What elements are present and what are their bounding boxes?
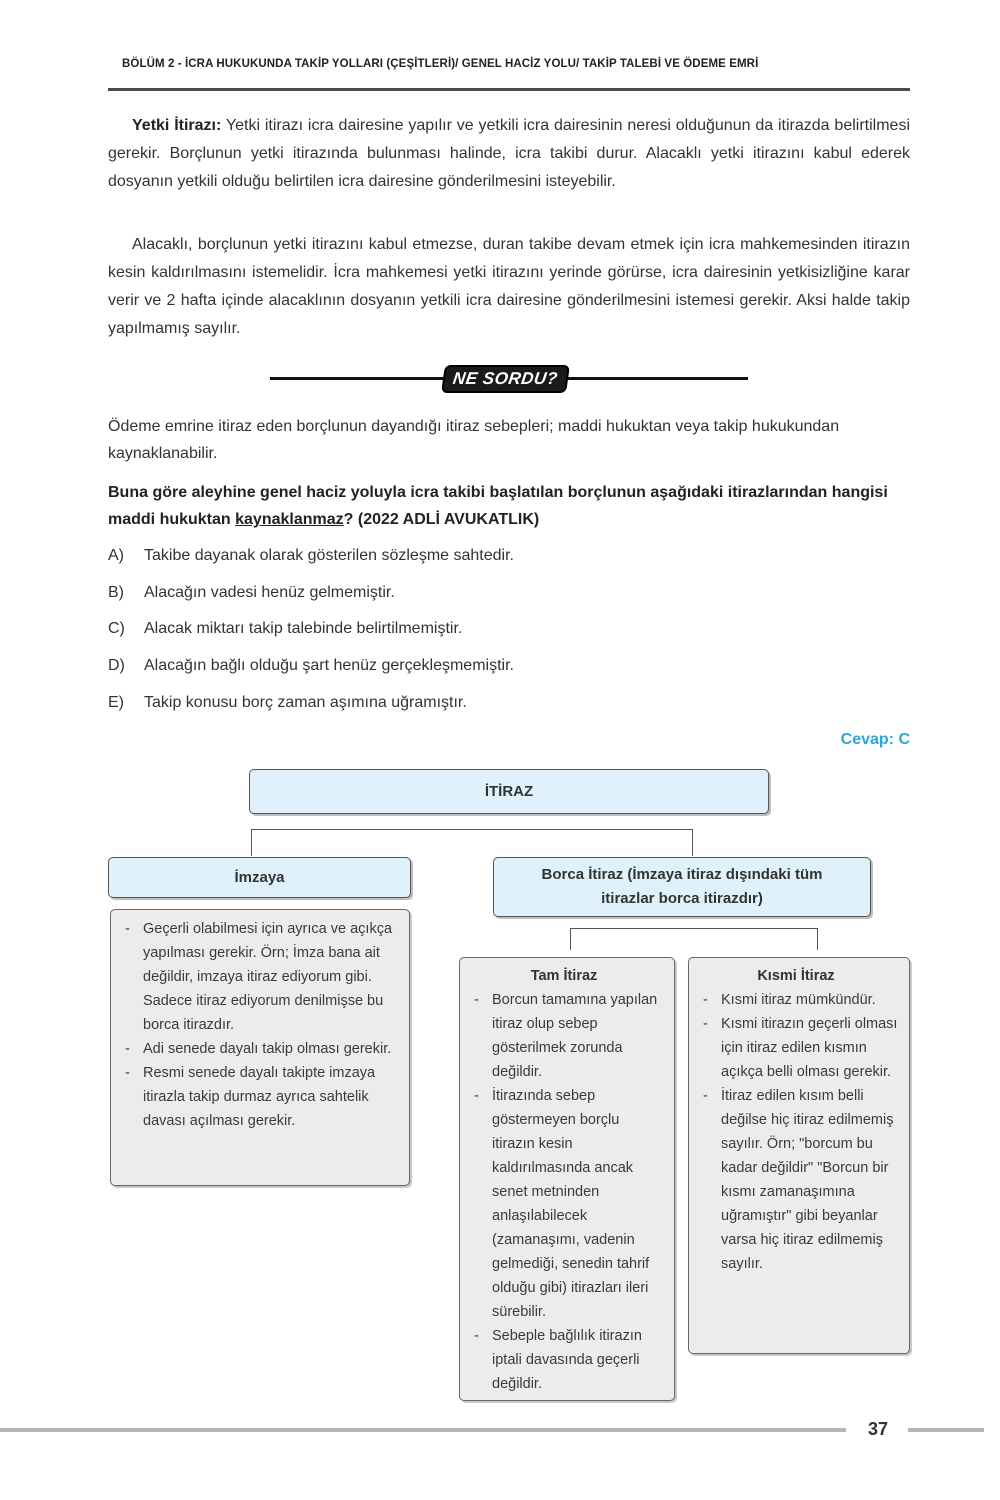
connector-root [251, 829, 693, 856]
question-stem-part1: Buna göre aleyhine genel haciz yoluyla icra takibi başlatılan borçlunun aşağıdaki itirazlarından hangisi maddi hukuktan [108, 484, 888, 528]
question-intro: Ödeme emrine itiraz eden borçlunun dayandığı itiraz sebepleri; maddi hukuktan veya takip hukukundan kaynaklanabilir. [108, 418, 840, 462]
diagram-root-label: İTİRAZ [484, 782, 534, 800]
answer-label: Cevap: C [840, 731, 910, 748]
diagram-borca-title: Borca İtiraz (İmzaya itiraz dışındaki tüm itirazlar borca itirazdır) [541, 866, 823, 907]
list-item: - Kısmi itirazın geçerli olması için itiraz edilen kısmın açıkça belli olması gerekir. [691, 1012, 901, 1084]
option-letter: E) [108, 694, 124, 711]
ne-sordu-label: NE SORDU? [441, 365, 570, 393]
option-letter: A) [108, 547, 124, 564]
paragraph-yetki-itirazi [108, 112, 910, 196]
tam-itiraz-list [462, 988, 666, 1396]
diagram-imzaya-title: İmzaya [234, 868, 285, 886]
header-divider [108, 88, 910, 91]
paragraph-text: Alacaklı, borçlunun yetki itirazını kabul etmezse, duran takibe devam etmek için icra mahkemesinden itirazın kesin kaldırılmasını istemelidir. İcra mahkemesi yetki itirazını yerinde görürse, icra dairesinin yetkisizliğine karar verir ve 2 hafta içinde alacaklının dosyanın yetkili icra dairesine gönderilmesini istemesi gerekir. Aksi halde takip yapılmamış sayılır. [108, 236, 910, 337]
list-item: - Borcun tamamına yapılan itiraz olup sebep gösterilmek zorunda değildir. [462, 988, 666, 1084]
page-number: 37 [867, 1419, 889, 1439]
list-item: - Sebeple bağlılık itirazın iptali davasında geçerli değildir. [462, 1324, 666, 1396]
option-e [108, 693, 467, 713]
footer-rule-right [908, 1428, 984, 1432]
option-text: Takip konusu borç zaman aşımına uğramıştır. [144, 694, 467, 711]
kismi-itiraz-list [691, 988, 901, 1276]
imzaya-list [113, 917, 399, 1133]
option-letter: C) [108, 620, 125, 637]
diagram-kismi-itiraz [688, 957, 910, 1354]
question-stem [108, 479, 910, 533]
list-item: - Adi senede dayalı takip olması gerekir. [113, 1037, 399, 1061]
diagram-imzaya-details [110, 909, 410, 1186]
paragraph-text: Yetki itirazı icra dairesine yapılır ve yetkili icra dairesinin neresi olduğunun da itirazda belirtilmesi gerekir. Borçlunun yetki itirazında bulunması halinde, icra takibi durur. Alacaklı yetki itirazını kabul ederek dosyanın yetkili olduğu belirtilen icra dairesine gönderilmesini isteyebilir. [108, 117, 910, 190]
tam-itiraz-title: Tam İtiraz [530, 968, 598, 984]
connector-borca [570, 928, 818, 950]
diagram-root-itiraz [249, 769, 769, 814]
ne-sordu-badge [440, 364, 570, 394]
option-text: Alacağın vadesi henüz gelmemiştir. [144, 584, 395, 601]
option-b [108, 583, 395, 603]
paragraph-label: Yetki İtirazı: [132, 117, 222, 134]
question-stem-underlined: kaynaklanmaz [235, 511, 344, 528]
option-letter: D) [108, 657, 125, 674]
option-a [108, 546, 514, 566]
diagram-tam-itiraz [459, 957, 675, 1401]
diagram-borca-box [493, 857, 871, 917]
list-item: - Geçerli olabilmesi için ayrıca ve açıkça yapılması gerekir. Örn; İmza bana ait değildir, imzaya itiraz ediyorum gibi. Sadece itiraz ediyorum denilmişse bu borca itirazdır. [113, 917, 399, 1037]
option-text: Alacağın bağlı olduğu şart henüz gerçekleşmemiştir. [144, 657, 514, 674]
option-letter: B) [108, 584, 124, 601]
list-item: - Resmi senede dayalı takipte imzaya itirazla takip durmaz ayrıca sahtelik davası açılması gerekir. [113, 1061, 399, 1133]
chapter-header: BÖLÜM 2 - İCRA HUKUKUNDA TAKİP YOLLARI (ÇEŞİTLERİ)/ GENEL HACİZ YOLU/ TAKİP TALEBİ VE ÖDEME EMRİ [122, 58, 759, 70]
banner-line-right [560, 377, 748, 380]
list-item: - İtiraz edilen kısım belli değilse hiç itiraz edilmemiş sayılır. Örn; "borcum bu kadar değildir" "Borcun bir kısmı zamanaşımına uğramıştır" gibi beyanlar varsa hiç itiraz edilmemiş sayılır. [691, 1084, 901, 1276]
banner-line-left [270, 377, 450, 380]
diagram-imzaya-box [108, 857, 411, 898]
list-item: - Kısmi itiraz mümkündür. [691, 988, 901, 1012]
question-stem-part2: ? (2022 ADLİ AVUKATLIK) [343, 511, 540, 528]
list-item: - İtirazında sebep göstermeyen borçlu itirazın kesin kaldırılmasında ancak senet metninden anlaşılabilecek (zamanaşımı, vadenin gelmediği, senedin tahrif olduğu gibi) itirazları ileri sürebilir. [462, 1084, 666, 1324]
option-text: Takibe dayanak olarak gösterilen sözleşme sahtedir. [144, 547, 514, 564]
option-c [108, 619, 462, 639]
option-text: Alacak miktarı takip talebinde belirtilmemiştir. [144, 620, 463, 637]
footer-rule-left [0, 1428, 846, 1432]
paragraph-alacakli [108, 231, 910, 343]
option-d [108, 656, 514, 676]
kismi-itiraz-title: Kısmi İtiraz [757, 968, 835, 984]
